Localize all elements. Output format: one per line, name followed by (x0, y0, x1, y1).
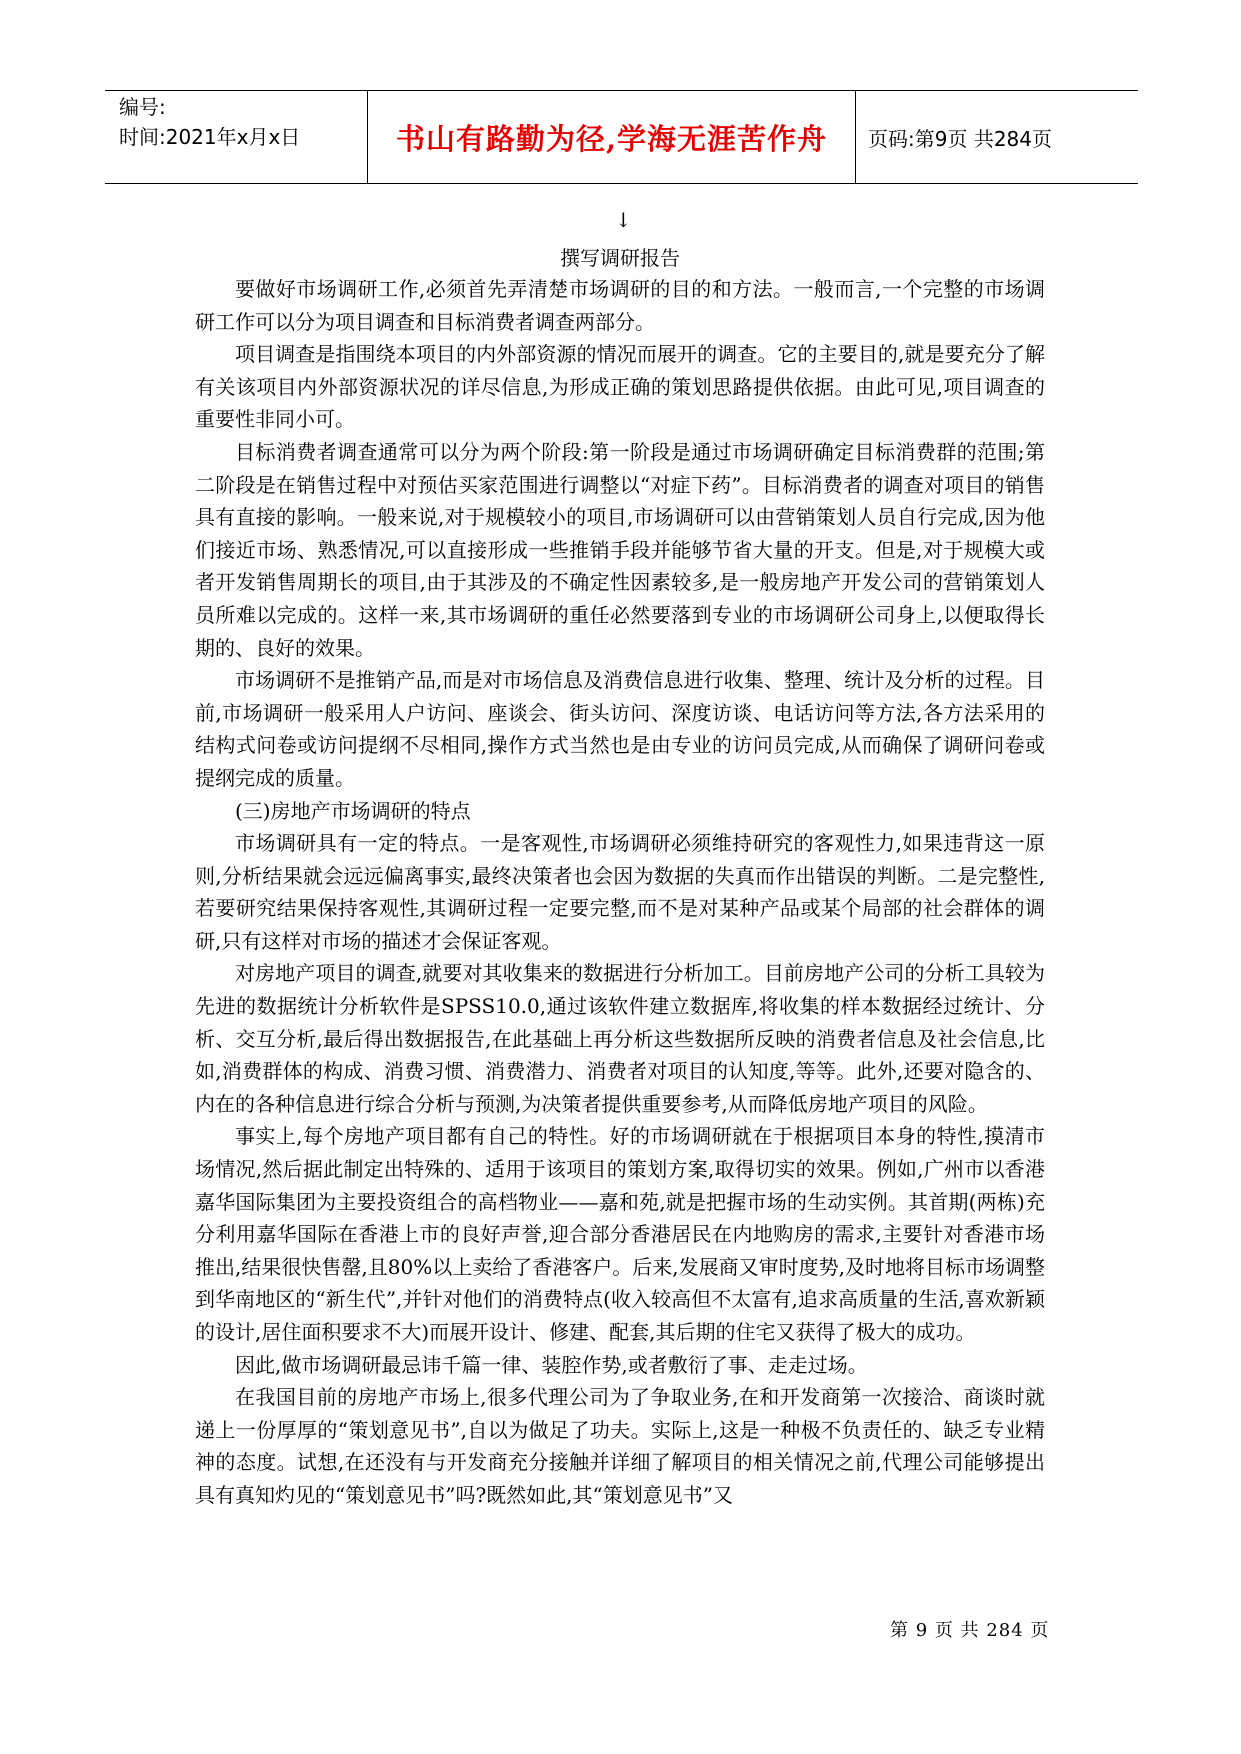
paragraph: 因此,做市场调研最忌讳千篇一律、装腔作势,或者敷衍了事、走走过场。 (235, 1352, 868, 1377)
paragraph: 要做好市场调研工作,必须首先弄清楚市场调研的目的和方法。一般而言,一个完整的市场调研工作可以分为项目调查和目标消费者调查两部分。 (195, 277, 1045, 334)
section-title: 撰写调研报告 (560, 246, 680, 270)
document-date-label: 时间:2021年x月x日 (119, 125, 301, 149)
paragraph: 目标消费者调查通常可以分为两个阶段:第一阶段是通过市场调研确定目标消费群的范围;第二阶段是在销售过程中对预估买家范围进行调整以“对症下药”。目标消费者的调查对项目的销售具有直接的影响。一般来说,对于规模较小的项目,市场调研可以由营销策划人员自行完成,因为他们接近市场、熟悉情况,可以直接形成一些推销手段并能够节省大量的开支。但是,对于规模大或者开发销售周期长的项目,由于其涉及的不确定性因素较多,是一般房地产开发公司的营销策划人员所难以完成的。这样一来,其市场调研的重任必然要落到专业的市场调研公司身上,以便取得长期的、良好的效果。 (195, 439, 1045, 660)
document-number-label: 编号: (119, 95, 166, 119)
header-motto: 书山有路勤为径,学海无涯苦作舟 (368, 91, 856, 183)
down-arrow-marker: ↓ (615, 208, 632, 232)
paragraph: 项目调查是指围绕本项目的内外部资源的情况而展开的调查。它的主要目的,就是要充分了解有关该项目内外部资源状况的详尽信息,为形成正确的策划思路提供依据。由此可见,项目调查的重要性非同小可。 (195, 342, 1045, 432)
page-footer: 第 9 页 共 284 页 (890, 1620, 1050, 1641)
subsection-heading: (三)房地产市场调研的特点 (235, 798, 471, 823)
paragraph: 对房地产项目的调查,就要对其收集来的数据进行分析加工。目前房地产公司的分析工具较为先进的数据统计分析软件是SPSS10.0,通过该软件建立数据库,将收集的样本数据经过统计、分析、交互分析,最后得出数据报告,在此基础上再分析这些数据所反映的消费者信息及社会信息,比如,消费群体的构成、消费习惯、消费潜力、消费者对项目的认知度,等等。此外,还要对隐含的、内在的各种信息进行综合分析与预测,为决策者提供重要参考,从而降低房地产项目的风险。 (195, 961, 1045, 1116)
paragraph: 市场调研具有一定的特点。一是客观性,市场调研必须维持研究的客观性力,如果违背这一原则,分析结果就会远远偏离事实,最终决策者也会因为数据的失真而作出错误的判断。二是完整性,若要研究结果保持客观性,其调研过程一定要完整,而不是对某种产品或某个局部的社会群体的调研,只有这样对市场的描述才会保证客观。 (195, 831, 1045, 953)
paragraph: 在我国目前的房地产市场上,很多代理公司为了争取业务,在和开发商第一次接洽、商谈时就递上一份厚厚的“策划意见书”,自以为做足了功夫。实际上,这是一种极不负责任的、缺乏专业精神的态度。试想,在还没有与开发商充分接触并详细了解项目的相关情况之前,代理公司能够提出具有真知灼见的“策划意见书”吗?既然如此,其“策划意见书”又 (195, 1385, 1045, 1507)
header-meta (105, 91, 368, 183)
page-header (105, 90, 1138, 184)
paragraph: 事实上,每个房地产项目都有自己的特性。好的市场调研就在于根据项目本身的特性,摸清市场情况,然后据此制定出特殊的、适用于该项目的策划方案,取得切实的效果。例如,广州市以香港嘉华国际集团为主要投资组合的高档物业——嘉和苑,就是把握市场的生动实例。其首期(两栋)充分利用嘉华国际在香港上市的良好声誉,迎合部分香港居民在内地购房的需求,主要针对香港市场推出,结果很快售罄,且80%以上卖给了香港客户。后来,发展商又审时度势,及时地将目标市场调整到华南地区的“新生代”,并针对他们的消费特点(收入较高但不太富有,追求高质量的生活,喜欢新颖的设计,居住面积要求不大)而展开设计、修建、配套,其后期的住宅又获得了极大的成功。 (195, 1124, 1045, 1344)
paragraph: 市场调研不是推销产品,而是对市场信息及消费信息进行收集、整理、统计及分析的过程。目前,市场调研一般采用人户访问、座谈会、街头访问、深度访谈、电话访问等方法,各方法采用的结构式问卷或访问提纲不尽相同,操作方式当然也是由专业的访问员完成,从而确保了调研问卷或提纲完成的质量。 (195, 668, 1045, 790)
header-page-info: 页码:第9页 共284页 (868, 126, 1052, 151)
body-content (195, 273, 1045, 1512)
